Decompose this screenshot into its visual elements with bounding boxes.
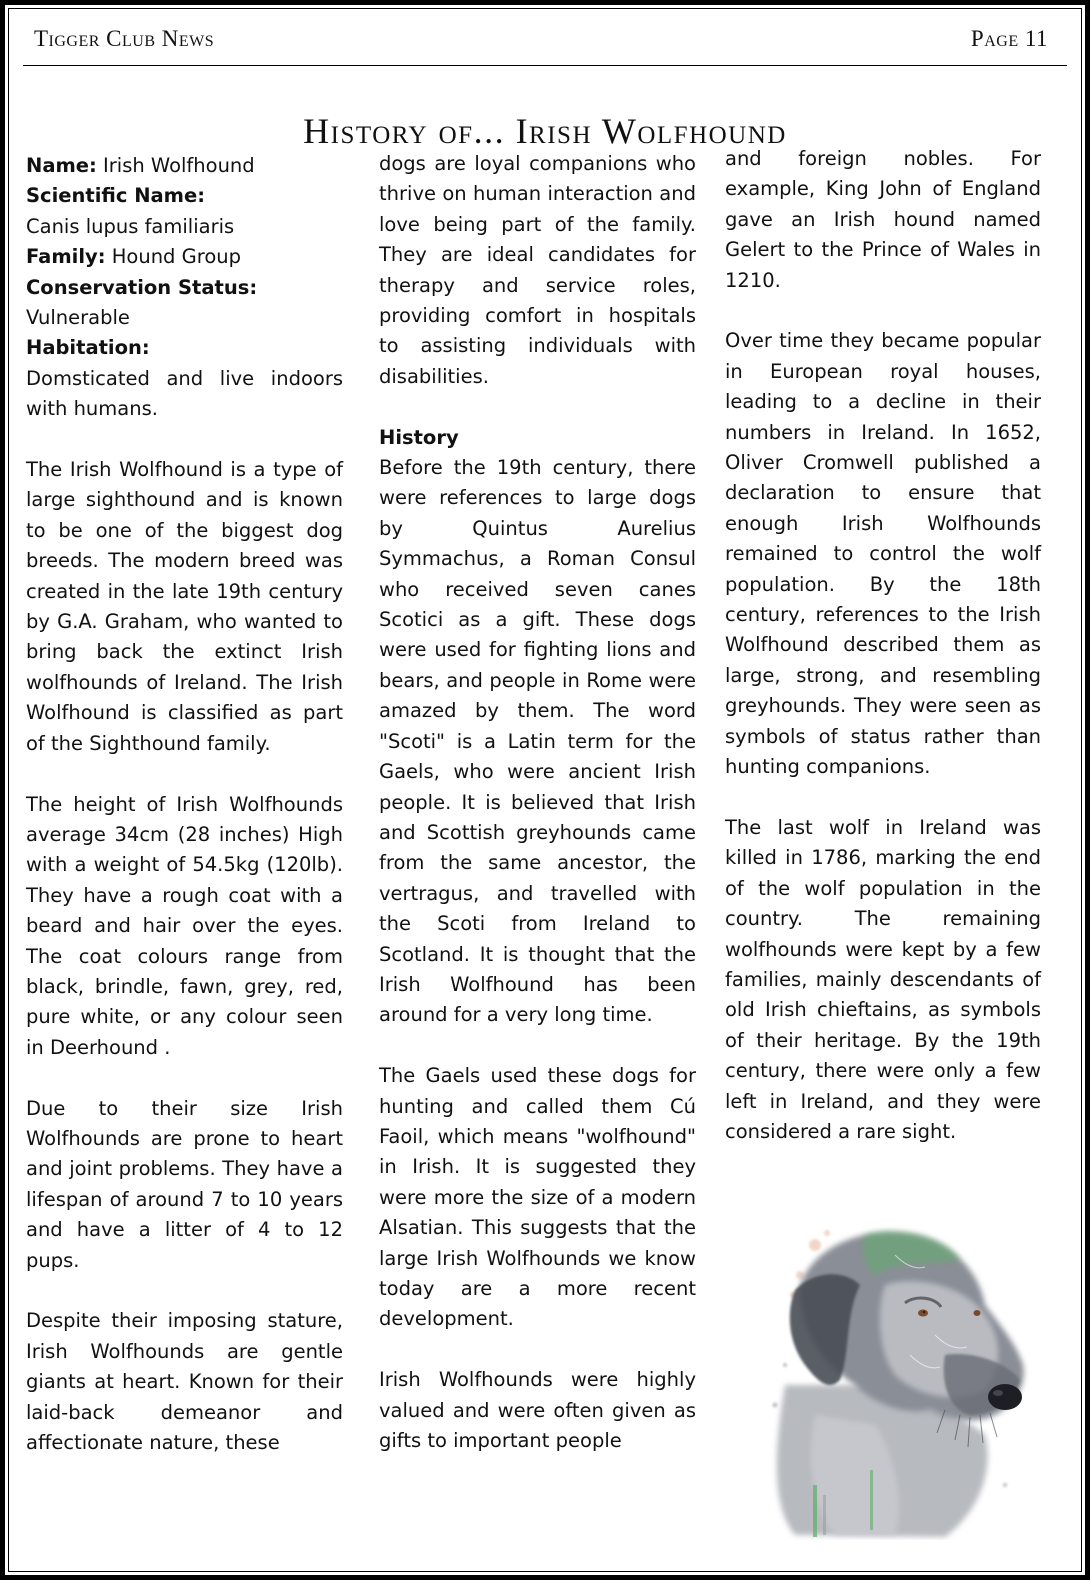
paragraph: The Irish Wolfhound is a type of large sighthound and is known to be one of the biggest dog breeds. The modern breed was created in the late 19th century by G.A. Graham, who wanted to bring back the extinct Irish wolfhounds of Ireland. The Irish Wolfhound is classified as part of the Sighthound family. <box>26 458 343 755</box>
fact-habitation-value: Domsticated and live indoors with humans. <box>26 366 343 421</box>
fact-conservation-label-row <box>26 273 343 303</box>
fact-name <box>26 151 343 181</box>
paragraph: Over time they became popular in European royal houses, leading to a decline in their numbers in Ireland. In 1652, Oliver Cromwell published a declaration to ensure that enough Irish Wolfhounds remained to control the wolf population. By the 18th century, references to the Irish Wolfhound described them as large, strong, and resembling greyhounds. They were seen as symbols of status rather than hunting companions. <box>725 329 1041 779</box>
fact-scientific-value: Canis lupus familiaris <box>26 214 235 238</box>
paragraph: Before the 19th century, there were references to large dogs by Quintus Aurelius Symmachus, a Roman Consul who received seven canes Scotici as a gift. These dogs were used for fighting lions and bears, and people in Rome were amazed by them. The word "Scoti" is a Latin term for the Gaels, who were ancient Irish people. It is believed that Irish and Scottish greyhounds came from the same ancestor, the vertragus, and travelled with the Scoti from Ireland to Scotland. It is thought that the Irish Wolfhound has been around for a very long time. <box>379 456 696 1027</box>
fact-name-label: Name: <box>26 154 97 177</box>
wolfhound-illustration <box>745 1215 1040 1540</box>
dog-eye-icon <box>918 1310 928 1317</box>
fact-family-label: Family: <box>26 245 106 269</box>
paragraph: Due to their size Irish Wolfhounds are prone to heart and joint problems. They have a lifespan of around 7 to 10 years and have a litter of 4 to 12 pups. <box>26 1096 343 1272</box>
fact-family <box>26 242 343 272</box>
page-number: Page 11 <box>970 26 1048 51</box>
paragraph: and foreign nobles. For example, King John of England gave an Irish hound named Gelert to the Prince of Wales in 1210. <box>725 147 1041 292</box>
fact-scientific-label: Scientific Name: <box>26 184 206 208</box>
fact-box <box>26 151 343 425</box>
fact-name-value: Irish Wolfhound <box>96 154 255 177</box>
section-heading-history: History <box>379 425 459 449</box>
paragraph: The last wolf in Ireland was killed in 1786, marking the end of the wolf population in the country. The remaining wolfhounds were kept by a few families, mainly descendants of old Irish chieftains, as symbols of their heritage. By the 19th century, there were only a few left in Ireland, and they were considered a rare sight. <box>725 815 1041 1143</box>
fact-family-value: Hound Group <box>105 245 241 269</box>
column-2 <box>379 149 696 1487</box>
column-3 <box>725 144 1041 1178</box>
paragraph: dogs are loyal companions who thrive on human interaction and love being part of the family. They are ideal candidates for therapy and service roles, providing comfort in hospitals to assisting individuals with disabilities. <box>379 152 696 388</box>
fact-habitation-label: Habitation: <box>26 336 150 360</box>
header-divider <box>23 65 1067 66</box>
paragraph: The height of Irish Wolfhounds average 34cm (28 inches) High with a weight of 54.5kg (120lb). They have a rough coat with a beard and hair over the eyes. The coat colours range from black, brindle, fawn, grey, red, pure white, or any colour seen in Deerhound . <box>26 792 343 1059</box>
paragraph: Irish Wolfhounds were highly valued and were often given as gifts to important people <box>379 1368 696 1453</box>
fact-conservation-value: Vulnerable <box>26 306 130 330</box>
paragraph: The Gaels used these dogs for hunting and called them Cú Faoil, which means "wolfhound" in Irish. It is suggested they were more the size of a modern Alsatian. This suggests that the large Irish Wolfhounds we know today are a more recent development. <box>379 1064 696 1331</box>
running-header <box>34 26 1048 56</box>
column-1 <box>26 151 343 1489</box>
dog-eye-icon <box>974 1310 981 1316</box>
page-title: History of... Irish Wolfhound <box>303 111 787 152</box>
fact-habitation-label-row <box>26 333 343 363</box>
paragraph: Despite their imposing stature, Irish Wolfhounds are gentle giants at heart. Known for their laid-back demeanor and affectionate nature, these <box>26 1309 343 1454</box>
dog-nose-icon <box>988 1384 1022 1410</box>
fact-conservation-label: Conservation Status: <box>26 275 258 299</box>
publication-name: Tigger Club News <box>34 26 215 51</box>
fact-scientific-label-row <box>26 181 343 211</box>
